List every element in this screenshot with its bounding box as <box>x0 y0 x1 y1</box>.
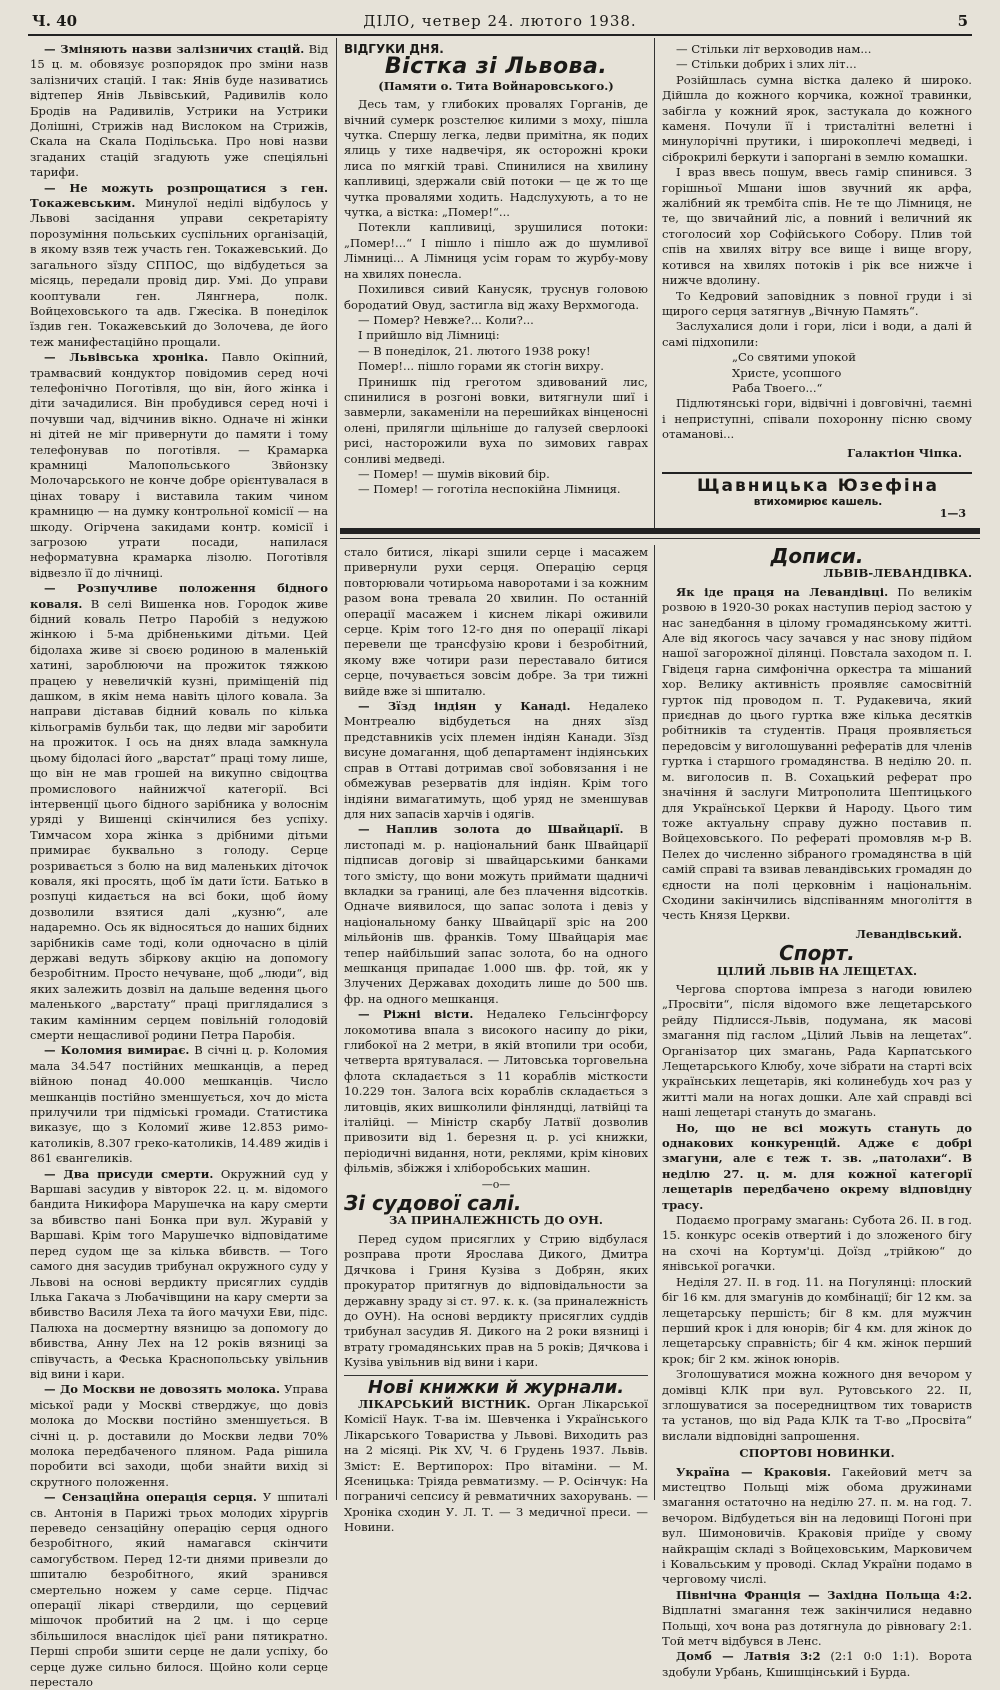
column-rule <box>654 545 655 1500</box>
news-item: Домб — Латвія 3:2 (2:1 0:0 1:1). Ворота здобули Урбань, Кшишцінський і Бурда. <box>662 1649 972 1679</box>
ad-code: 1—3 <box>939 507 966 520</box>
news-item: — До Москви не довозять молока. Управа міської ради у Москві стверджує, що довіз молока до Москви постійно зменшується. В січні ц. р. доставили до Москви ледви 70% молока передбаченого пляном. Рада рішила поробити всі заходи, щоби знайти вихід зі скрутного положення. <box>30 1382 328 1489</box>
news-item: — Два присуди смерти. Окружний суд у Варшаві засудив у вівторок 22. ц. м. відомого бандита Никифора Марушечка на кару смерти за вбивство пані Бонка при вул. Журавій у Варшаві. Крім того Марушечко відповідатиме перед судом ще за кілька вбивств. — Того самого дня засудив трибунал окружного суду у Львові на основі вердикту присяглих суддів Ілька Гакача з Любачівщини на кару смерти за вбивство Василя Леха та його мачухи Еви, підс. Палюха на досмертну вязницю за допомогу до вбивства, Анну Лех на 12 років вязниці за співучасть, а Феська Краснопольську увільнив від вини і кари. <box>30 1166 328 1381</box>
paragraph: І прийшло від Лімниці: <box>358 328 500 343</box>
news-item: — Зміняють назви залізничих стацій. Від 15 ц. м. обовязує розпорядок про зміни назв залізничих стацій. І так: Янів буде називатись відтепер Янів Львівський, Радивилів коло Бродів на Радивилів, Устрики на Устрики Долішні, Стрижів над Вислоком на Стрижів, Скала на Скала Подільська. Про нові назви згаданих стацій згадують уже спеціяльні тарифи. <box>30 42 328 180</box>
books-text: ЛІКАРСЬКИЙ ВІСТНИК. Орган Лікарської Комісії Наук. Т-ва ім. Шевченка і Українського Лікарського Товариства у Львові. Виходить раз на 2 місяці. Рік XV, Ч. 6 Грудень 1937. Львів. Зміст: Е. Вертипорох: Про вітаміни. — М. Ясеницька: Тріяда ревматизму. — Р. Осінчук: На пограничі сепсису й ревматичних захорувань. — Хроніка сходин У. Л. Т. — З медичної преси. — Новини. <box>344 1396 648 1535</box>
news-item: — Розпучливе положення бідного коваля. В селі Вишенка нов. Городок живе бідний коваль Петро Паробій з недужою жінкою і 5-ма дрібненькими дітьми. Цей бідолаха живе зі своєю родиною в маленькій хатині, зароблюючи на прожиток тяжкою працею у невеличкій кузні, приміщеній під дашком, в якім нема навіть цілого ковала. За направи діставав бідний коваль по кілька кільограмів бульби так, що ледви міг заробити на прожиток. І ось на днях влада замкнула цьому бідоласі його „варстат“ праці тому лише, що він не мав грошей на викупно свідоцтва промислового найнижчої категорії. Всі інтервенції цього бідного зарібника у волоснім уряді у Вишенці скінчилися без успіху. Тимчасом хора жінка з дрібними дітьми примирає буквально з голоду. Серце розривається з болю на вид маленьких діточок коваля, які просять, щоб їм дати їсти. Батько в розпуці кидається на всі боки, щоб йому дозволили взятися далі „кузню“, але надаремно. Ось як відносяться до наших бідних зарібників саме тоді, коли одночасно в цілій державі ведуть збіркову акцію на допомогу безробітним. Просто нечуване, щоб „люди“, від яких залежить дозвіл на дальше ведення цього маленького „варстату“ праці приглядалися з таким камінним серцем повільній голодовій смерти нещасливої родини Петра Паробія. <box>30 581 328 1042</box>
column-rule <box>336 38 337 1500</box>
section-divider <box>340 528 980 534</box>
sportnews-title: СПОРТОВІ НОВИНКИ. <box>739 1446 895 1461</box>
article-title: Вістка зі Львова. <box>384 54 608 80</box>
paragraph: Помер!... пішло горами як стогін вихру. <box>358 359 604 374</box>
paragraph: Чергова спортова імпреза з нагоди ювилею „Просвіти“, після відомого вже лещетарського рейду Підлисся-Львів, подумана, як масові змагання під гаслом „Цілий Львів на лещетах“. Організатор цих змагань, Рада Карпатського Лещетарського Клюбу, хоче зібрати на старті всіх українських лещетарів, які колинебудь хоч раз у житті мали на ногах дошки. Але хай справді всі наші лещетарі стануть до змагань. <box>662 981 972 1120</box>
divider <box>344 1375 648 1376</box>
news-item: стало битися, лікарі зшили серце і масажем привернули рухи серця. Операцію серця повторювали чотирьома наворотами і за кожним разом вона тревала 20 хвилин. По останній операції масажем і киснем лікарі оживили серце. Крім того 12-го дня по операції лікарі перевели ще трансфузію крови і безробітний, якому вже чотири рази переставало битися серце, почувається зовсім добре. За три тижні вийде вже зі шпиталю. <box>344 545 648 698</box>
news-item: — Зїзд індіян у Канаді. Недалеко Монтреалю відбудеться на днях зїзд представників усіх племен індіян Канади. Зїзд висуне домагання, щоб департамент індіянських справ в Оттаві дотримав свої зобовязання і не обмежував резерватів для індіян. Крім того індіяни вимагатимуть, щоб уряд не зменшував для них запасів харчів і одягів. <box>344 699 648 821</box>
paragraph: Но, що не всі можуть стануть до однакових конкуренцій. Адже є добрі змагуни, але є теж т. зв. „патолахи“. В неділю 27. ц. м. для кожної категорії лещетарів передбачено окрему відповідну трасу. <box>662 1120 972 1212</box>
feuilleton-continuation <box>662 42 972 462</box>
separator: —о— <box>481 1177 511 1191</box>
dopysy-text: Як іде праця на Левандівці. По великім розвою в 1920-30 роках наступив період застою у нас занедбання в цілому громадянському житті. Але від якогось часу зачався у нас знову підйом нашої загорожної ділянці. Повстала заходом п. І. Гвідеця гарна симфонічна оркестра та мішаний хор. Велику активність проявляє самосвітній гурток під проводом п. Т. Рудакевича, який приєднав до цього гуртка вже кілька десятків робітників та студентів. Праця проявляється передовсім у виголошуванні рефератів для членів гуртка і старшого громадянства. В неділю 20. п. м. виголосив п. В. Сохацький реферат про значіння й заслуги Митрополита Шептицького для Української Церкви й Народу. Цього тим тоже актуальну справу дужно поставив п. Войцеховського. По рефераті промовляв м-р В. Пелех до численно зібраного громадянства в цій самій справі та взивав левандівських громадян до єдности на полі церковнім і національнім. Сходини закінчились відспіванням многоліття в честь Князя Церкви. <box>662 584 972 923</box>
news-item: — Ріжні вісти. Недалеко Гельсінгфорсу локомотива впала з високого насипу до ріки, глибокої на 2 метри, в якій втопили три особи, четверта врятувалася. — Литовська торговельна флота складається з 11 кораблів місткости 10.229 тон. Залога всіх кораблів складається з литовців, яких вишколили фінляндці, латвійці та італійці. — Міністр скарбу Латвії дозволив привозити від 1. березня ц. р. усі книжки, періодичні видання, ноти, реклями, крім кінових фільмів, збіжжя і хліборобських машин. <box>344 1007 648 1176</box>
page-label: Ч. 40 <box>32 12 78 30</box>
news-item: — Наплив золота до Швайцарії. В листопаді м. р. національний банк Швайцарії підписав договір зі швайцарськими банками того змісту, що вони можуть приймати щадничі вкладки за границі, але без плачення відсотків. Одначе виявилося, що запас золота і девіз у національному банку Швайцарії зріс на 200 мільйонів шв. франків. Тому Швайцарія має тепер найбільший запас золота, бо на одного мешканця припадає 1.000 шв. фр. той, як у Злучених Державах доходить лише до 500 шв. фр. на одного мешканця. <box>344 822 648 1006</box>
paragraph: — Помер! — гоготіла неспокійна Лімниця. <box>358 482 621 497</box>
poem-line: Христе, усопшого <box>732 365 842 380</box>
section-divider <box>340 538 980 539</box>
news-item: Україна — Краковія. Гакейовий метч за мистецтво Польщі між обома дружинами змагання остаточно на неділю 27. п. м. на год. 7. вечором. Відбудеться він на ледовищі Погоні при вул. Шимоновичів. Краковія приїде у свому найкращім складі з Войцеховським, Марковичем і Ковальським у проводі. Склад України подамо в черговому числі. <box>662 1464 972 1587</box>
paragraph: — Помер! — шумів віковий бір. <box>358 466 550 481</box>
column-news-middle <box>344 545 648 1535</box>
feuilleton-vistka <box>344 42 648 520</box>
column-news-left <box>30 42 328 1690</box>
ad-border <box>662 472 972 474</box>
paragraph: Десь там, у глибоких провалях Горганів, де вічний сумерк розстелює килими з моху, пішла чутка. Спершу легка, ледви примітна, як подих ялиць у тихе надвечіря, як осторожні кроки лиса по мягкій траві. Спинилися на хвилину капливиці, здержали свій потоки — це ж то ще чутка провалями ходить. Надслухують, а то не чутка, а вістка: „Помер!“... <box>344 97 648 220</box>
paragraph: І враз ввесь пошум, ввесь гамір спинився. З горішньої Мшани ішов звучний як арфа, жалібний як трембіта спів. Не те що Лімниця, не те, що звичайний ліс, а повний і величний як стоголосий хор Софійського Собору. Плив той спів на хвилях вітру все вище і вище вгору, котився на хвилях потоків і рік все нижче і нижче вдолину. <box>662 165 972 288</box>
paragraph: Неділя 27. II. в год. 11. на Погулянці: плоский біг 16 км. для змагунів до комбінації; біг 12 км. за лещетарську першість; біг 8 км. для мужчин перший крок і для юнорів; біг 4 км. для жінок до лещетарську справність; біг 4 км. жінок перший крок; біг 2 км. жінок юнорів. <box>662 1274 972 1366</box>
paragraph: — В понеділок, 21. лютого 1938 року! <box>358 343 591 358</box>
paragraph: Заслухалися доли і гори, ліси і води, а далі й самі підхопили: <box>662 319 972 349</box>
section-kicker: ВІДГУКИ ДНЯ. <box>344 42 444 56</box>
advertisement <box>664 476 972 524</box>
poem-line: „Со святими упокой <box>732 350 856 365</box>
paragraph: Подаємо програму змагань: Субота 26. II. в год. 15. конкурс осеків отвертий і до зложеного бігу на схочі на Кортум'ці. Доїзд „трійкою“ до янівської рогачки. <box>662 1213 972 1274</box>
news-item: — Сензаційна операція серця. У шпиталі св. Антонія в Парижі трьох молодих хірургів переведо сензаційну операцію серця одного безробітного, який намагався скінчити самогубством. Перед 12-ти днями привезли до шпиталю безробітного, який зранився смертельно ножем у саме серце. Підчас операції лікарі ствердили, що серцевий мішочок пробитий на 2 цм. і що серце збільшилося внаслідок цієї рани пятикратно. Перші спроби зшити серце не дали успіху, бо серце дуже сильно билося. Щойно коли серце перестало <box>30 1490 328 1690</box>
paragraph: — Стільки добрих і злих літ... <box>676 57 857 72</box>
section-title-sport: Спорт. <box>779 941 855 966</box>
masthead: ДІЛО, четвер 24. лютого 1938. <box>363 12 637 30</box>
page-number: 5 <box>957 12 968 30</box>
paragraph: Похилився сивий Канусяк, труснув головою бородатий Овуд, застигла від жаху Верхмогода. <box>344 282 648 312</box>
paragraph: — Помер? Невже?... Коли?... <box>358 312 534 327</box>
paragraph: Потекли капливиці, зрушилися потоки: „Помер!...“ І пішло і пішло аж до шумливої Лімниці... А Лімниця усім горам то журбу-мову на хвилях понесла. <box>344 220 648 281</box>
column-right-bottom <box>662 544 972 1679</box>
news-item: — Львівська хроніка. Павло Окіпний, трамвасвий кондуктор повідомив серед ночі телефонічно Поготівля, що він, його жінка і діти зачадилися. Він пробудився серед ночі і почувши чад, відчинив вікно. Одначе ні жінки ні дітей не міг привернути до памяти і тому телефонував по поготівля. — Крамарка крамниці Малопольського Звйонзку Молочарського не конче добре орієнтувалася в цінах товару і виставила таким чином крамницю — на думку контрольної комісії — на шкоду. Огірчена закидами контр. комісії і загрозою утрати посади, напилася неформатувна крамарка лізолю. Поготівля відвезло її до лічниці. <box>30 350 328 580</box>
section-title-court: Зі судової салі. <box>344 1191 522 1216</box>
ad-product-name: Щавницька Юзефіна <box>697 476 939 496</box>
article-subtitle: (Памяти о. Тита Войнаровського.) <box>378 78 614 93</box>
paragraph: Розійшлась сумна вістка далеко й широко. Дійшла до кожного корчика, кожної травинки, забігла у кожний ярок, застукала до кожного каменя. Почули її і тристалітні велетні і минулорічні прутики, і широкоплечі медведі, і сіброкрилі беркути і запоргані в землю комашки. <box>662 72 972 164</box>
news-item: — Не можуть розпрощатися з ген. Токажевським. Минулої неділі відбулось у Львові засідання управи секретаріяту порозуміння польських суспільних організацій, в якому взяв теж участь ген. Токажевський. До загального зїзду СППОС, що відбудеться за місяць, передали провід дир. Умі. До управи кооптували ген. Лянгнера, полк. Войцеховського та адв. Гжесіка. В понеділок їздив ген. Токажевський до Золочева, де його теж манифестаційно прощали. <box>30 180 328 349</box>
section-title-dopysy: Дописи. <box>770 544 864 568</box>
poem-line: Раба Твоего...“ <box>732 380 823 395</box>
paragraph: — Стільки літ верховодив нам... <box>676 42 872 56</box>
paragraph: То Кедровий заповідник з повної груди і зі щирого серця затягнув „Вічную Память“. <box>662 288 972 318</box>
dopysy-signature: Левандівський. <box>855 926 962 941</box>
news-item: — Коломия вимирає. В січні ц. р. Коломия мала 34.547 постійних мешканців, а перед війною понад 40.000 мешканців. Число мешканців постійно зменшується, хоч до міста прилучили три підміські громади. Статистика виказує, що з Коломиї живе 12.853 римо-католиків, 8.307 греко-католиків, 14.489 жидів і 861 євангеликів. <box>30 1043 328 1166</box>
dopysy-place: ЛЬВІВ-ЛЕВАНДІВКА. <box>823 566 972 581</box>
section-title-books: Нові книжки й журнали. <box>367 1376 625 1398</box>
news-item: Північна Франція — Західна Польща 4:2. Відплатні змагання теж закінчилися недавно Польщі, хоч вона раз дотягнула до рівновагу 2:1. Той метч відбувся в Ленс. <box>662 1587 972 1649</box>
page-header <box>28 12 972 36</box>
court-subtitle: ЗА ПРИНАЛЕЖНІСТЬ ДО ОУН. <box>389 1213 603 1228</box>
sport-subtitle: ЦІЛИЙ ЛЬВІВ НА ЛЕЩЕТАХ. <box>716 963 918 978</box>
column-rule <box>654 38 655 528</box>
paragraph: Підлютянські гори, відвічні і довговічні, таємні і неприступні, співали похоронну пісню свому отаманові... <box>662 396 972 442</box>
ad-slogan: втихомирює кашель. <box>753 496 883 508</box>
author-signature: Галактіон Чіпка. <box>847 445 962 460</box>
paragraph: Принишк під греготом здивований лис, спинилися в розгоні вовки, витягнули шиї і завмерли, закаменіли на перешийках вінценосні олені, прилягли щільніше до галузей сверлоокі рисі, насторожили вуха по зимових гаврах сонливі медведі. <box>344 374 648 466</box>
paragraph: Зголошуватися можна кожного дня вечором у домівці КЛК при вул. Рутовського 22. II, зглошуватися за посередництвом тих товариств та установ, що від Рада КЛК та Т-во „Просвіта“ вислали відповідні запрошення. <box>662 1367 972 1443</box>
court-text: Перед судом присяглих у Стрию відбулася розправа проти Ярослава Дикого, Дмитра Дячкова і Гриня Кузіва з Добрян, яких прокуратор притягнув до відповідальности за державну зраду зі ст. 97. к. к. (за приналежність до ОУН). На основі вердикту присяглих суддів трибунал засудив Я. Дикого на 2 роки вязниці і втрату громадянських прав на 5 років; Дячкова і Кузіва увільнив від вини і кари. <box>344 1231 648 1370</box>
